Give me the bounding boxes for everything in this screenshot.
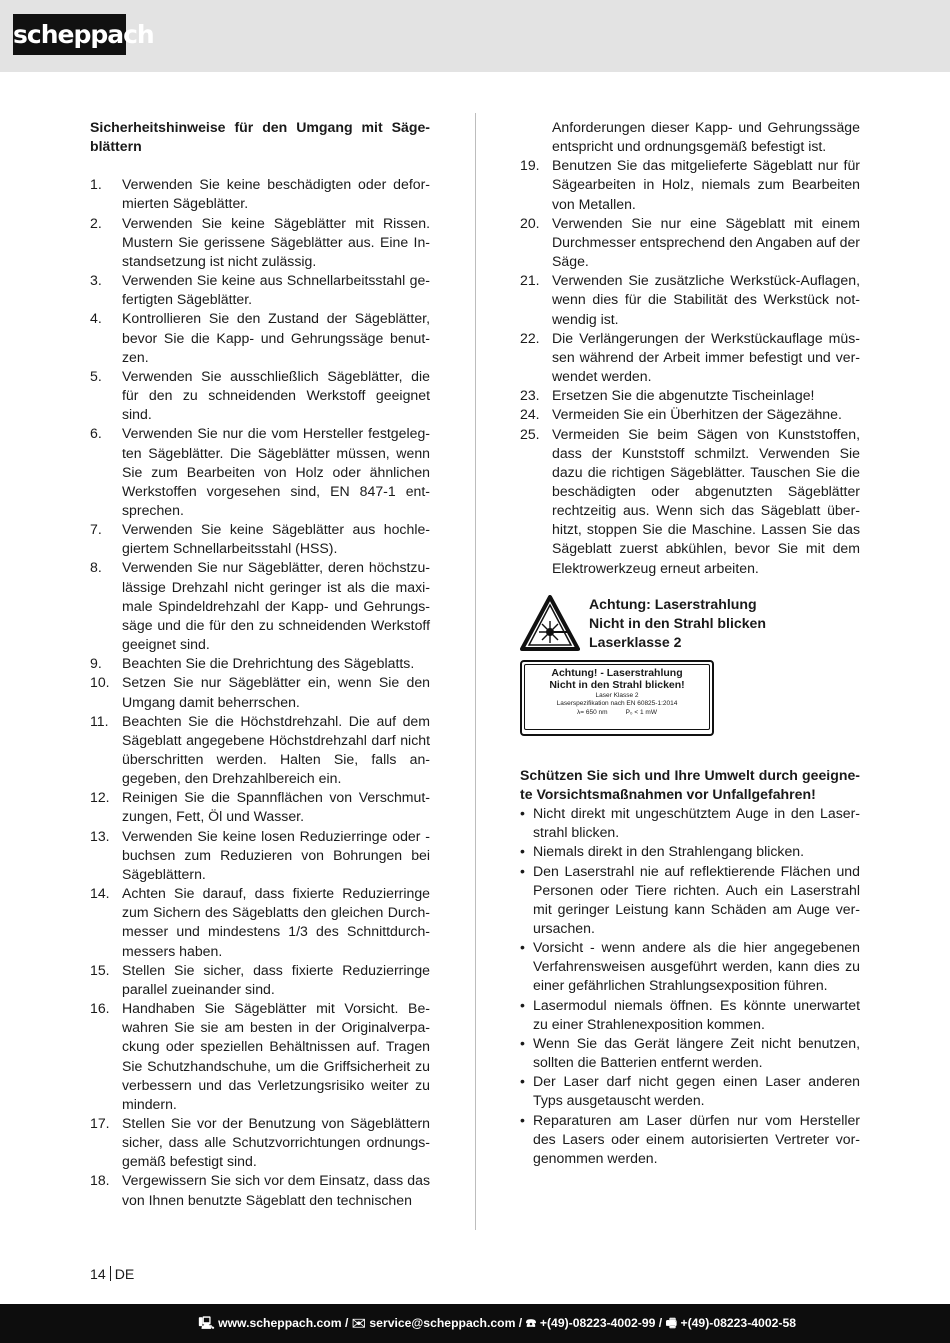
item-number: 19. — [520, 157, 540, 174]
item-number: 24. — [520, 406, 540, 423]
list-item — [520, 386, 860, 405]
item-number: 11. — [90, 712, 109, 729]
laser-label-subtitle: Nicht in den Strahl blicken! — [549, 678, 685, 691]
item-number: 14. — [90, 885, 110, 902]
page-language: DE — [114, 1266, 135, 1282]
item-number: 1. — [90, 176, 102, 193]
laser-warning — [520, 595, 860, 660]
item-text: Stellen Sie sicher, dass fixierte Reduzierringe parallel zueinander sind. — [122, 961, 430, 997]
item-number: 15. — [90, 961, 110, 978]
laser-label — [520, 660, 714, 736]
list-item — [520, 118, 860, 156]
list-item — [90, 827, 430, 884]
item-text: Handhaben Sie Sägeblätter mit Vorsicht. Bewahren Sie sie am besten in der Originalverpackung oder speziellen Behältnissen auf. Tragen Sie Schutzhandschuhe, um die Griffsicherheit zu verbessern und das Verletzungsrisiko weiter zu mindern. — [122, 1000, 430, 1112]
laser-safety-list — [520, 804, 860, 1168]
item-number: 2. — [90, 214, 102, 231]
item-number: 20. — [520, 214, 540, 231]
list-item — [520, 405, 860, 424]
item-text: Vorsicht - wenn andere als die hier angegebenen Verfahrensweisen ausgeführt werden, kann dies zu einer gefährlichen Strahlungsexposition führen. — [533, 939, 860, 994]
fax-icon: 🖷 — [665, 1316, 678, 1330]
footer-contact — [198, 1304, 796, 1343]
item-number: 17. — [90, 1114, 110, 1131]
footer-phone: +(49)-08223-4002-99 / — [539, 1316, 663, 1330]
laser-label-title: Achtung! - Laserstrahlung — [551, 666, 683, 679]
item-text: Verwenden Sie keine Sägeblätter mit Rissen. Mustern Sie gerissene Sägeblätter aus. Eine Instandsetzung ist nicht zulässig. — [122, 214, 430, 269]
list-item — [520, 271, 860, 328]
item-number: 25. — [520, 425, 540, 442]
item-text: Anforderungen dieser Kapp- und Gehrungssäge entspricht und ordnungsgemäß befestigt ist. — [552, 119, 860, 155]
list-item — [90, 558, 430, 654]
item-text: Ersetzen Sie die abgenutzte Tischeinlage! — [552, 387, 815, 404]
laser-warning-line: Laserklasse 2 — [589, 634, 682, 651]
laser-warning-line: Nicht in den Strahl blicken — [589, 614, 766, 631]
item-text: Lasermodul niemals öffnen. Es könnte unerwartet zu einer Strahlenexposition kommen. — [533, 996, 860, 1032]
list-item — [90, 520, 430, 558]
left-column — [90, 118, 430, 1210]
item-text: Beachten Sie die Drehrichtung des Sägeblatts. — [122, 655, 415, 672]
column-divider — [475, 113, 476, 1230]
item-number: 13. — [90, 827, 110, 844]
list-item — [90, 309, 430, 366]
laser-label-class: Laser Klasse 2 — [595, 691, 639, 699]
phone-icon: ☎ — [525, 1316, 537, 1330]
safety-list-left — [90, 175, 430, 1209]
item-text: Verwenden Sie keine losen Reduzierringe oder -buchsen zum Reduzieren von Bohrungen bei Sägeblättern. — [122, 827, 430, 882]
item-text: Den Laserstrahl nie auf reflektierende Flächen und Personen oder Tiere richten. Auch ein Laserstrahl mit geringer Leistung kann Schäden am Auge verursachen. — [533, 862, 860, 936]
section-heading: Sicherheitshinweise für den Umgang mit Sägeblättern — [90, 119, 430, 155]
page-number-value: 14 — [90, 1266, 106, 1282]
item-text: Beachten Sie die Höchstdrehzahl. Die auf dem Sägeblatt angegebene Höchstdrehzahl darf nicht überschritten werden. Halten Sie, falls angegeben, den Drehzahlbereich ein. — [122, 712, 430, 787]
item-text: Stellen Sie vor der Benutzung von Sägeblättern sicher, dass alle Schutzvorrichtungen ordnungsgemäß befestigt sind. — [122, 1114, 430, 1170]
list-item — [90, 1171, 430, 1209]
item-number: 22. — [520, 329, 540, 346]
list-item: • Der Laser darf nicht gegen einen Laser anderen Typs ausgetauscht werden. — [520, 1073, 860, 1109]
item-text: Der Laser darf nicht gegen einen Laser anderen Typs ausgetauscht werden. — [533, 1073, 860, 1109]
item-number: 7. — [90, 521, 102, 538]
item-text: Verwenden Sie keine aus Schnellarbeitsstahl gefertigten Sägeblätter. — [122, 272, 430, 308]
list-item — [520, 425, 860, 578]
item-text: Verwenden Sie nur die vom Hersteller festgelegten Sägeblätter. Die Sägeblätter müssen, wenn Sie zum Bearbeiten von Holz oder ähnlichen Werkstoffen vorgesehen sind, EN 847-1 entsprechen. — [122, 425, 430, 518]
list-item: • Reparaturen am Laser dürfen nur vom Hersteller des Lasers oder einem autorisierten Vertreter vorgenommen werden. — [520, 1111, 860, 1166]
right-column — [520, 118, 860, 1168]
item-number: 4. — [90, 310, 102, 327]
list-item — [90, 1114, 430, 1171]
footer-website[interactable]: www.scheppach.com / — [218, 1316, 349, 1330]
item-text: Die Verlängerungen der Werkstückauflage müssen während der Arbeit immer befestigt und verwendet werden. — [552, 329, 860, 385]
item-text: Reparaturen am Laser dürfen nur vom Hersteller des Lasers oder einem autorisierten Vertreter vorgenommen werden. — [533, 1111, 860, 1166]
item-text: Verwenden Sie zusätzliche Werkstück-Auflagen, wenn dies für die Stabilität des Werkstück notwendig ist. — [552, 272, 860, 327]
item-number: 6. — [90, 425, 102, 442]
list-item — [520, 156, 860, 213]
item-number: 16. — [90, 1000, 110, 1017]
laser-label-spec: Laserspezifikation nach EN 60825-1:2014 — [556, 700, 678, 708]
item-text: Nicht direkt mit ungeschütztem Auge in den Laserstrahl blicken. — [533, 805, 860, 841]
list-item: • Nicht direkt mit ungeschütztem Auge in den Laserstrahl blicken. — [520, 805, 860, 841]
list-item — [90, 271, 430, 309]
footer-fax: +(49)-08223-4002-58 — [680, 1316, 796, 1330]
laser-warning-icon — [520, 595, 580, 651]
item-text: Setzen Sie nur Sägeblätter ein, wenn Sie den Umgang damit beherrschen. — [122, 674, 430, 710]
list-item: • Wenn Sie das Gerät längere Zeit nicht benutzen, sollten die Batterien entfernt werden. — [520, 1034, 860, 1071]
list-item — [520, 214, 860, 271]
page-footer — [0, 1304, 950, 1343]
item-number: 10. — [90, 674, 110, 691]
list-item — [90, 788, 430, 826]
laser-label-inner — [524, 664, 710, 730]
list-item — [90, 214, 430, 271]
list-item — [90, 961, 430, 999]
item-number: 9. — [90, 655, 102, 672]
item-number: 5. — [90, 367, 102, 384]
laser-warning-text — [589, 595, 766, 652]
laser-wavelength: λ= 650 nm — [577, 708, 608, 716]
item-text: Verwenden Sie nur eine Sägeblatt mit einem Durchmesser entsprechend den Angaben auf der Säge. — [552, 214, 860, 270]
list-item: • Niemals direkt in den Strahlengang blicken. — [520, 843, 805, 860]
laser-power: P₀ < 1 mW — [625, 708, 657, 716]
laser-label-values — [525, 709, 709, 718]
safety-heading: Schützen Sie sich und Ihre Umwelt durch geeignete Vorsichtsmaßnahmen vor Unfallgefahren! — [520, 766, 860, 802]
list-item — [90, 424, 430, 520]
item-number: 3. — [90, 272, 102, 289]
list-item — [90, 884, 430, 961]
list-item — [90, 367, 430, 424]
page-number — [90, 1265, 134, 1283]
item-text: Verwenden Sie ausschließlich Sägeblätter, die für den zu schneidenden Werkstoff geeignet sind. — [122, 367, 430, 423]
item-text: Benutzen Sie das mitgelieferte Sägeblatt nur für Sägearbeiten in Holz, niemals zum Bearbeiten von Metallen. — [552, 157, 860, 212]
item-number: 12. — [90, 789, 110, 806]
item-text: Vermeiden Sie beim Sägen von Kunststoffen, dass der Kunststoff schmilzt. Verwenden Sie dazu die richtigen Sägeblätter. Tauschen Sie die beschädigten oder abgenutzten Sägeblätter rechtzeitig aus. Wenn sich das Sägeblatt überhitzt, stoppen Sie die Maschine. Lassen Sie das Sägeblatt zuerst abkühlen, bevor Sie mit dem Elektrowerkzeug erneut arbeiten. — [552, 425, 860, 576]
list-item — [90, 712, 430, 789]
list-item: • Vorsicht - wenn andere als die hier angegebenen Verfahrensweisen ausgeführt werden, kann dies zu einer gefährlichen Strahlungsexposition führen. — [520, 939, 860, 994]
mail-icon: ✉ — [351, 1316, 367, 1330]
item-number: 21. — [520, 272, 540, 289]
page-header — [0, 0, 950, 72]
list-item: • Lasermodul niemals öffnen. Es könnte unerwartet zu einer Strahlenexposition kommen. — [520, 996, 860, 1032]
list-item — [90, 999, 430, 1114]
list-item: • Den Laserstrahl nie auf reflektierende Flächen und Personen oder Tiere richten. Auch ein Laserstrahl mit geringer Leistung kann Schäden am Auge verursachen. — [520, 862, 860, 936]
item-text: Vergewissern Sie sich vor dem Einsatz, dass das von Ihnen benutzte Sägeblatt den technischen — [122, 1172, 430, 1208]
list-item — [90, 175, 430, 213]
laser-warning-line: Achtung: Laserstrahlung — [589, 595, 757, 612]
item-number: 18. — [90, 1172, 110, 1189]
item-text: Verwenden Sie keine Sägeblätter aus hochlegiertem Schnellarbeitsstahl (HSS). — [122, 521, 430, 557]
item-text: Niemals direkt in den Strahlengang blicken. — [533, 843, 805, 860]
brand-logo: scheppach — [13, 14, 126, 55]
safety-list-right — [520, 118, 860, 578]
item-number: 23. — [520, 387, 540, 404]
list-item — [90, 654, 430, 673]
item-text: Vermeiden Sie ein Überhitzen der Sägezähne. — [552, 406, 842, 423]
item-number: 8. — [90, 559, 102, 576]
list-item — [90, 673, 430, 711]
item-text: Kontrollieren Sie den Zustand der Sägeblätter, bevor Sie die Kapp- und Gehrungssäge benutzen. — [122, 310, 430, 365]
item-text: Reinigen Sie die Spannflächen von Verschmutzungen, Fett, Öl und Wasser. — [122, 789, 430, 825]
item-text: Verwenden Sie keine beschädigten oder deformierten Sägeblätter. — [122, 176, 430, 212]
item-text: Achten Sie darauf, dass fixierte Reduzierringe zum Sichern des Sägeblatts den gleichen Durchmesser und mindestens 1/3 des Schnittdurchmessers haben. — [122, 885, 430, 959]
list-item — [520, 329, 860, 386]
item-text: Wenn Sie das Gerät längere Zeit nicht benutzen, sollten die Batterien entfernt werden. — [533, 1034, 860, 1071]
computer-icon: 🖳 — [198, 1316, 215, 1330]
footer-email[interactable]: service@scheppach.com / — [369, 1316, 523, 1330]
item-text: Verwenden Sie nur Sägeblätter, deren höchstzulässige Drehzahl nicht geringer ist als die maximale Spindeldrehzahl der Kapp- und Gehrungssäge und die für den zu schneidenden Werkstoff geeignet sind. — [122, 559, 430, 653]
